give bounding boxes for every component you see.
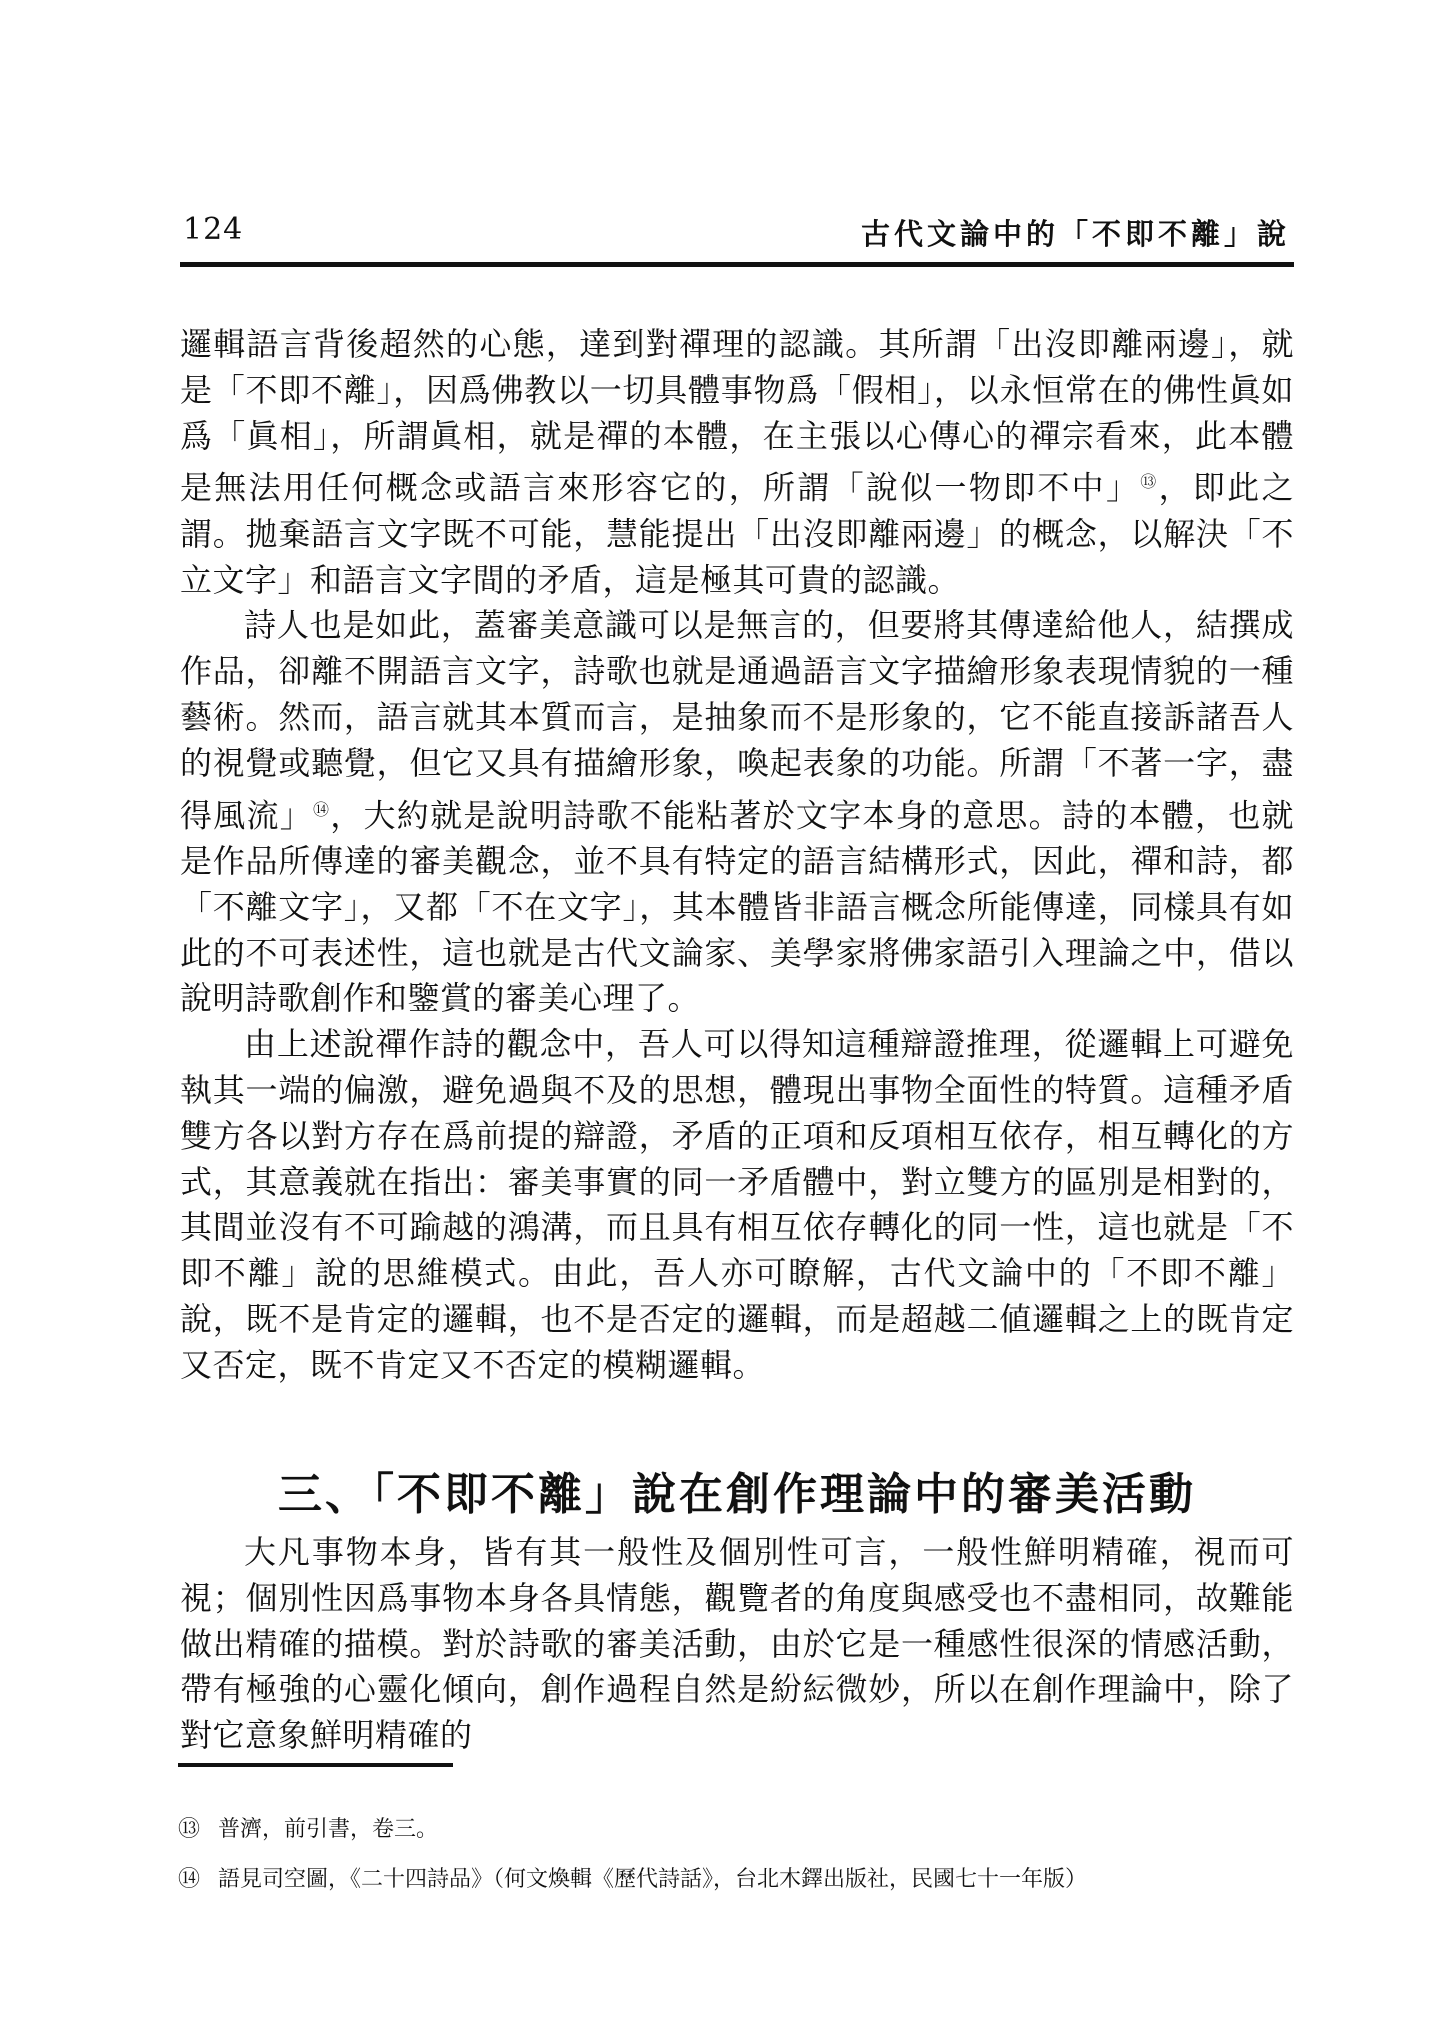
footnote-14 bbox=[178, 1855, 1292, 1905]
section-heading: 三、「不即不離」說在創作理論中的審美活動 bbox=[278, 1469, 1196, 1520]
footnote-14-mark: ⑭ bbox=[178, 1867, 201, 1892]
paragraph-2-text-a: 詩人也是如此，蓋審美意識可以是無言的，但要將其傳達給他人，結撰成作品，卻離不開語言文字，詩歌也就是通過語言文字描繪形象表現情貌的一種藝術。然而，語言就其本質而言，是抽象而不是形象的，它不能直接訴諸吾人的視覺或聽覺，但它又具有描繪形象，喚起表象的功能。所謂「不著一字，盡得風流」 bbox=[180, 606, 1294, 835]
footnotes bbox=[178, 1805, 1292, 1905]
paragraph-1-text-a: 邏輯語言背後超然的心態，達到對禪理的認識。其所謂「出沒即離兩邊」，就是「不即不離」，因爲佛教以一切具體事物爲「假相」，以永恒常在的佛性眞如爲「眞相」，所謂眞相，就是禪的本體，在主張以心傳心的禪宗看來，此本體是無法用任何概念或語言來形容它的，所謂「說似一物即不中」 bbox=[180, 325, 1294, 508]
footnote-ref-13[interactable]: ⑬ bbox=[1140, 472, 1159, 492]
footnote-13 bbox=[178, 1805, 1292, 1855]
paragraph-2-text-b: ，大約就是說明詩歌不能粘著於文字本身的意思。詩的本體，也就是作品所傳達的審美觀念，並不具有特定的語言結構形式，因此，禪和詩，都「不離文字」，又都「不在文字」，其本體皆非語言概念所能傳達，同樣具有如此的不可表述性，這也就是古代文論家、美學家將佛家語引入理論之中，借以說明詩歌創作和鑒賞的審美心理了。 bbox=[180, 796, 1294, 1018]
section-body bbox=[180, 1530, 1294, 1759]
header-rule bbox=[180, 262, 1294, 267]
footnote-14-text: 語見司空圖，《二十四詩品》（何文煥輯《歷代詩話》，台北木鐸出版社，民國七十一年版） bbox=[218, 1867, 1088, 1892]
footnote-13-text: 普濟，前引書，卷三。 bbox=[218, 1817, 439, 1842]
paragraph-2 bbox=[180, 603, 1294, 1022]
paragraph-1-text-b: ，即此之謂。拋棄語言文字既不可能，慧能提出「出沒即離兩邊」的概念，以解決「不立文字」和語言文字間的矛盾，這是極其可貴的認識。 bbox=[180, 469, 1294, 599]
section-paragraph: 大凡事物本身，皆有其一般性及個別性可言，一般性鮮明精確，視而可視；個別性因爲事物本身各具情態，觀覽者的角度與感受也不盡相同，故難能做出精確的描模。對於詩歌的審美活動，由於它是一種感性很深的情感活動，帶有極強的心靈化傾向，創作過程自然是紛紜微妙，所以在創作理論中，除了對它意象鮮明精確的 bbox=[180, 1533, 1294, 1755]
page-number: 124 bbox=[183, 212, 244, 247]
footnote-ref-14[interactable]: ⑭ bbox=[313, 799, 331, 819]
footnote-rule bbox=[178, 1763, 453, 1767]
footnote-13-mark: ⑬ bbox=[178, 1817, 201, 1842]
body-text bbox=[180, 322, 1294, 1389]
running-title: 古代文論中的「不即不離」說 bbox=[860, 217, 1290, 251]
paragraph-1 bbox=[180, 322, 1294, 603]
paragraph-3: 由上述說禪作詩的觀念中，吾人可以得知這種辯證推理，從邏輯上可避免執其一端的偏激，避免過與不及的思想，體現出事物全面性的特質。這種矛盾雙方各以對方存在爲前提的辯證，矛盾的正項和反項相互依存，相互轉化的方式，其意義就在指出：審美事實的同一矛盾體中，對立雙方的區別是相對的，其間並沒有不可踰越的鴻溝，而且具有相互依存轉化的同一性，這也就是「不即不離」說的思維模式。由此，吾人亦可瞭解，古代文論中的「不即不離」說，既不是肯定的邏輯，也不是否定的邏輯，而是超越二値邏輯之上的既肯定又否定，既不肯定又不否定的模糊邏輯。 bbox=[180, 1025, 1294, 1384]
